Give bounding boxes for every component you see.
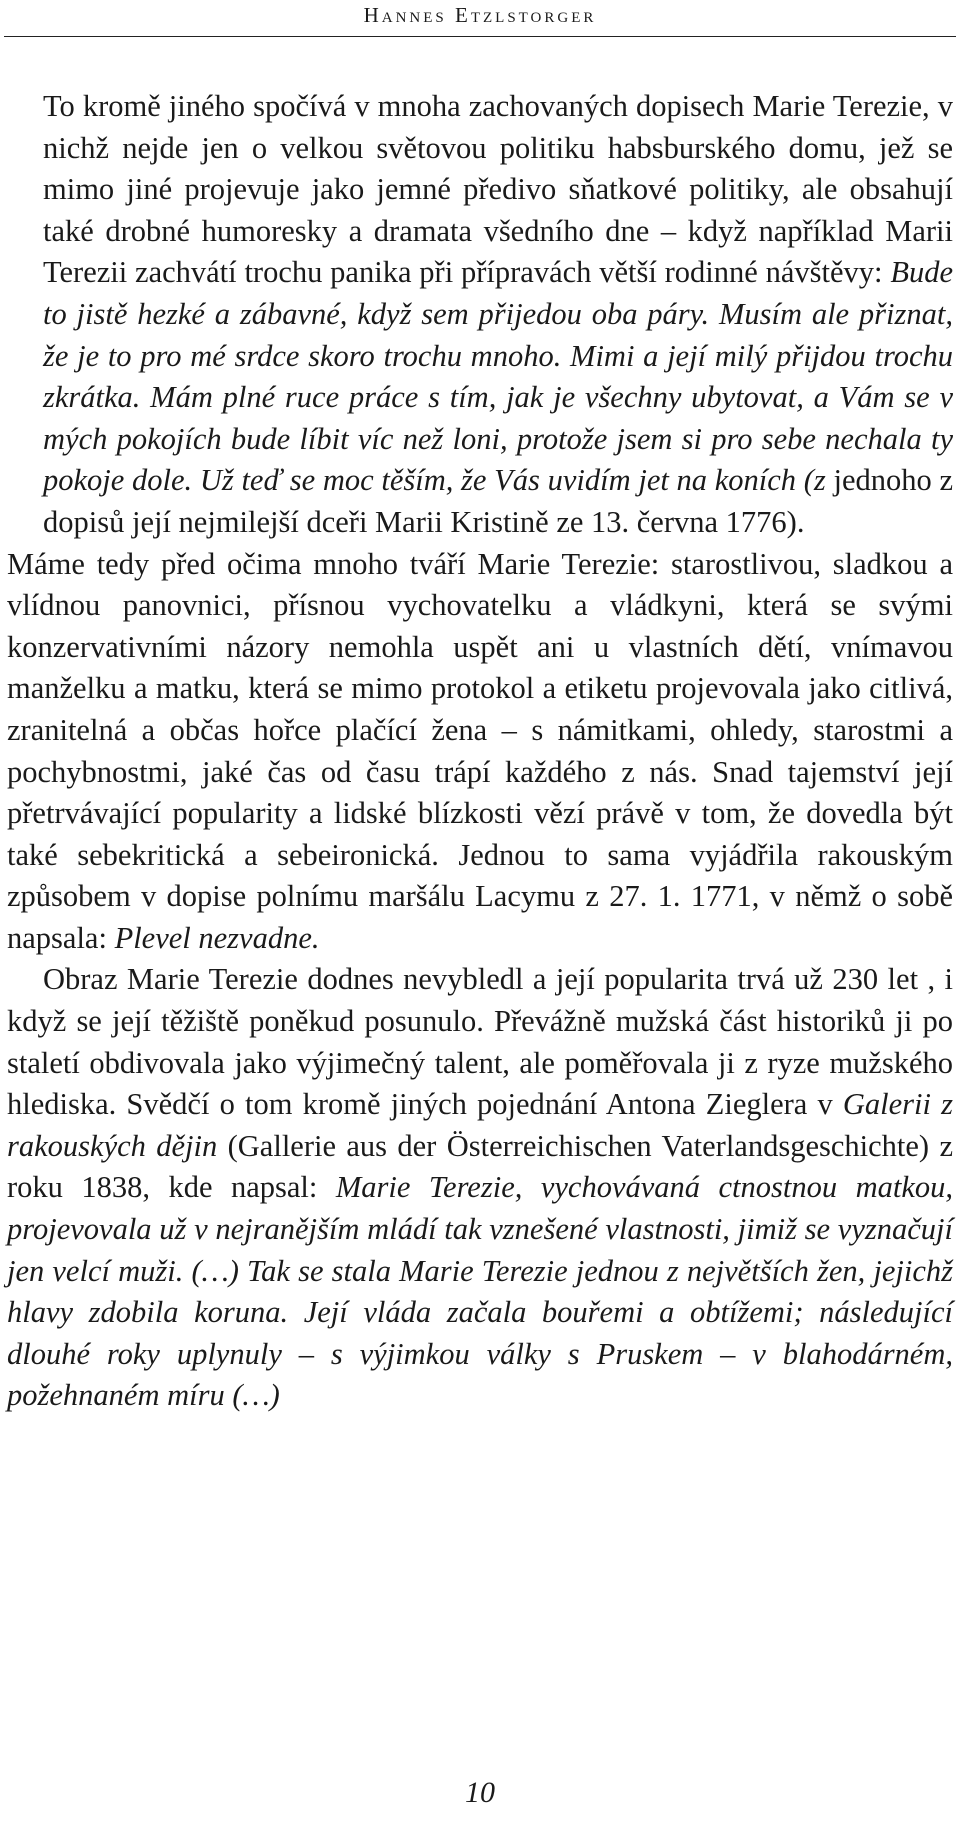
letter-source: jednoho z dopisů její nejmilejší dceři Marii Kristině ze 13. června 1776).	[43, 463, 953, 539]
ziegler-quote: Marie Terezie, vychovávaná ctnostnou matkou, projevovala už v nejranějším mládí tak vznešené vlastnosti, jimiž se vyznačují jen velcí muži. (…) Tak se stala Marie Terezie jednou z největších žen, jejichž hlavy zdobila koruna. Její vláda začala bouřemi a obtížemi; následující dlouhé roky uplynuly – s výjimkou války s Pruskem – v blahodárném, požehnaném míru (…)	[7, 1170, 953, 1413]
running-head: Hannes Etzlstorger	[4, 0, 956, 37]
paragraph-letter-excerpt	[7, 86, 953, 544]
paragraph-faces-of-maria-theresa	[7, 544, 953, 960]
paragraph-image-of-maria-theresa	[7, 959, 953, 1417]
body-text	[7, 86, 953, 1417]
paragraph-text-part2: (Gallerie aus der Österreichischen Vaterlandsgeschichte) z roku 1838, kde napsal:	[7, 1128, 953, 1205]
book-title: Galerii z rakouských dějin	[7, 1087, 953, 1163]
letter-quote: Bude to jistě hezké a zábavné, když sem přijedou oba páry. Musím ale přiznat, že je to pro mé srdce skoro trochu mnoho. Mimi a její milý přijdou trochu zkrátka. Mám plné ruce práce s tím, jak je všechny ubytovat, a Vám se v mých pokojích bude líbit víc než loni, protože jsem si pro sebe nechala ty pokoje dole. Už teď se moc těším, že Vás uvidím jet na koních (z	[43, 255, 953, 498]
paragraph-text-part1: Obraz Marie Terezie dodnes nevybledl a její popularita trvá už 230 let , i když se její těžiště poněkud posunulo. Převážně mužská část historiků ji po staletí obdivovala jako výjimečný talent, ale poměřovala ji z ryze mužského hlediska. Svědčí o tom kromě jiných pojednání Antona Zieglera v	[7, 962, 953, 1122]
paragraph-text: Máme tedy před očima mnoho tváří Marie Terezie: starostlivou, sladkou a vlídnou panovnici, přísnou vychovatelku a vládkyni, která se svými konzervativními názory nemohla uspět ani u vlastních dětí, vnímavou manželku a matku, která se mimo protokol a etiketu projevovala jako citlivá, zranitelná a občas hořce plačící žena – s námitkami, ohledy, starostmi a pochybnostmi, jaké čas od času trápí každého z nás. Snad tajemství její přetrvávající popularity a lidské blízkosti vězí právě v tom, že dovedla být také sebekritická a sebeironická. Jednou to sama vyjádřila rakouským způsobem v dopise polnímu maršálu Lacymu z 27. 1. 1771, v němž o sobě napsala:	[7, 546, 953, 955]
page-number: 10	[465, 1776, 495, 1809]
plevel-quote: Plevel nezvadne.	[114, 920, 320, 955]
paragraph-intro: To kromě jiného spočívá v mnoha zachovaných dopisech Marie Terezie, v nichž nejde jen o velkou světovou politiku habsburského domu, jež se mimo jiné projevuje jako jemné předivo sňatkové politiky, ale obsahují také drobné humoresky a dramata všedního dne – když například Marii Terezii zachvátí trochu panika při přípravách větší rodinné návštěvy:	[43, 89, 953, 290]
